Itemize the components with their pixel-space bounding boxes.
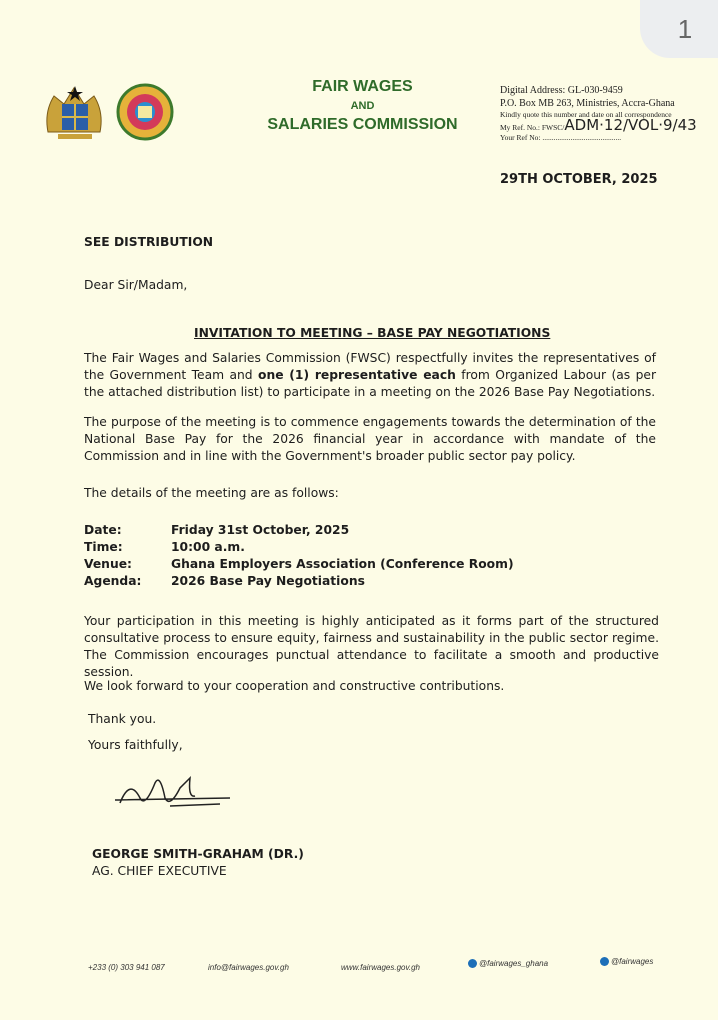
po-box: P.O. Box MB 263, Ministries, Accra-Ghana <box>500 98 675 109</box>
para1-text-b: from Organized Labour (as per the attached distribution list) to participate in a meeting on the 2026 Base Pay Negotiations. <box>84 368 657 399</box>
paragraph-1 <box>84 350 656 401</box>
signatory-name: GEORGE SMITH-GRAHAM (DR.) <box>92 847 304 861</box>
digital-address: Digital Address: GL-030-9459 <box>500 85 623 96</box>
detail-label: Time: <box>84 540 123 554</box>
meeting-details <box>84 522 514 590</box>
signature-icon <box>110 768 240 818</box>
twitter-icon <box>468 959 477 968</box>
detail-label: Venue: <box>84 557 132 571</box>
my-ref <box>500 116 697 134</box>
paragraph-5: We look forward to your cooperation and constructive contributions. <box>84 679 505 693</box>
fwsc-logo-icon <box>118 85 172 139</box>
detail-label: Agenda: <box>84 574 142 588</box>
detail-venue <box>84 556 514 573</box>
your-ref: Your Ref No: .......................................... <box>500 133 622 142</box>
detail-value: 10:00 a.m. <box>171 540 245 554</box>
my-ref-handwritten: ADM·12/VOL·9/43 <box>564 116 697 134</box>
facebook-icon <box>600 957 609 966</box>
organization-name <box>250 78 475 134</box>
coat-of-arms-icon <box>47 86 101 139</box>
para1-bold: one (1) representative each <box>258 368 456 382</box>
detail-value: Friday 31st October, 2025 <box>171 523 350 537</box>
footer-facebook <box>600 957 653 966</box>
paragraph-4: Your participation in this meeting is highly anticipated as it forms part of the structured consultative process to ensure equity, fairness and sustainability in the public sector regime. The Commission encourages punctual attendance to facilitate a smooth and productive session. <box>84 614 659 679</box>
page-number-badge: 1 <box>640 0 718 58</box>
subject: INVITATION TO MEETING – BASE PAY NEGOTIATIONS <box>194 326 551 340</box>
footer-website: www.fairwages.gov.gh <box>341 963 420 972</box>
signatory-title: AG. CHIEF EXECUTIVE <box>92 864 227 878</box>
my-ref-label: My Ref. No.: FWSC/ <box>500 123 565 132</box>
detail-date <box>84 522 514 539</box>
detail-value: 2026 Base Pay Negotiations <box>171 574 365 588</box>
detail-label: Date: <box>84 523 122 537</box>
detail-time <box>84 539 514 556</box>
footer-email: info@fairwages.gov.gh <box>208 963 289 972</box>
org-line-1: FAIR WAGES <box>312 78 413 95</box>
detail-value: Ghana Employers Association (Conference Room) <box>171 557 514 571</box>
address-block <box>500 84 697 143</box>
salutation: Dear Sir/Madam, <box>84 278 188 292</box>
closing: Yours faithfully, <box>88 738 183 752</box>
paragraph-2: The purpose of the meeting is to commence engagements towards the determination of the National Base Pay for the 2026 financial year in accordance with mandate of the Commission and in line with the Government's broader public sector pay policy. <box>84 415 656 463</box>
paragraph-3: The details of the meeting are as follows: <box>84 486 339 500</box>
recipient: SEE DISTRIBUTION <box>84 235 214 249</box>
coat-of-arms-and-fwsc-logo <box>40 82 180 144</box>
org-line-2: AND <box>350 100 375 112</box>
twitter-handle: @fairwages_ghana <box>479 959 549 968</box>
footer-phone: +233 (0) 303 941 087 <box>88 963 165 972</box>
footer-twitter <box>468 959 548 968</box>
org-line-3: SALARIES COMMISSION <box>267 116 458 133</box>
letter-date: 29TH OCTOBER, 2025 <box>500 172 658 187</box>
facebook-handle: @fairwages <box>611 957 654 966</box>
para1-text-a: The Fair Wages and Salaries Commission (FWSC) respectfully invites the representatives of the Government Team and <box>84 351 656 382</box>
quote-note: Kindly quote this number and date on all correspondence <box>500 110 672 119</box>
thank-you: Thank you. <box>88 712 157 726</box>
detail-agenda <box>84 573 514 590</box>
